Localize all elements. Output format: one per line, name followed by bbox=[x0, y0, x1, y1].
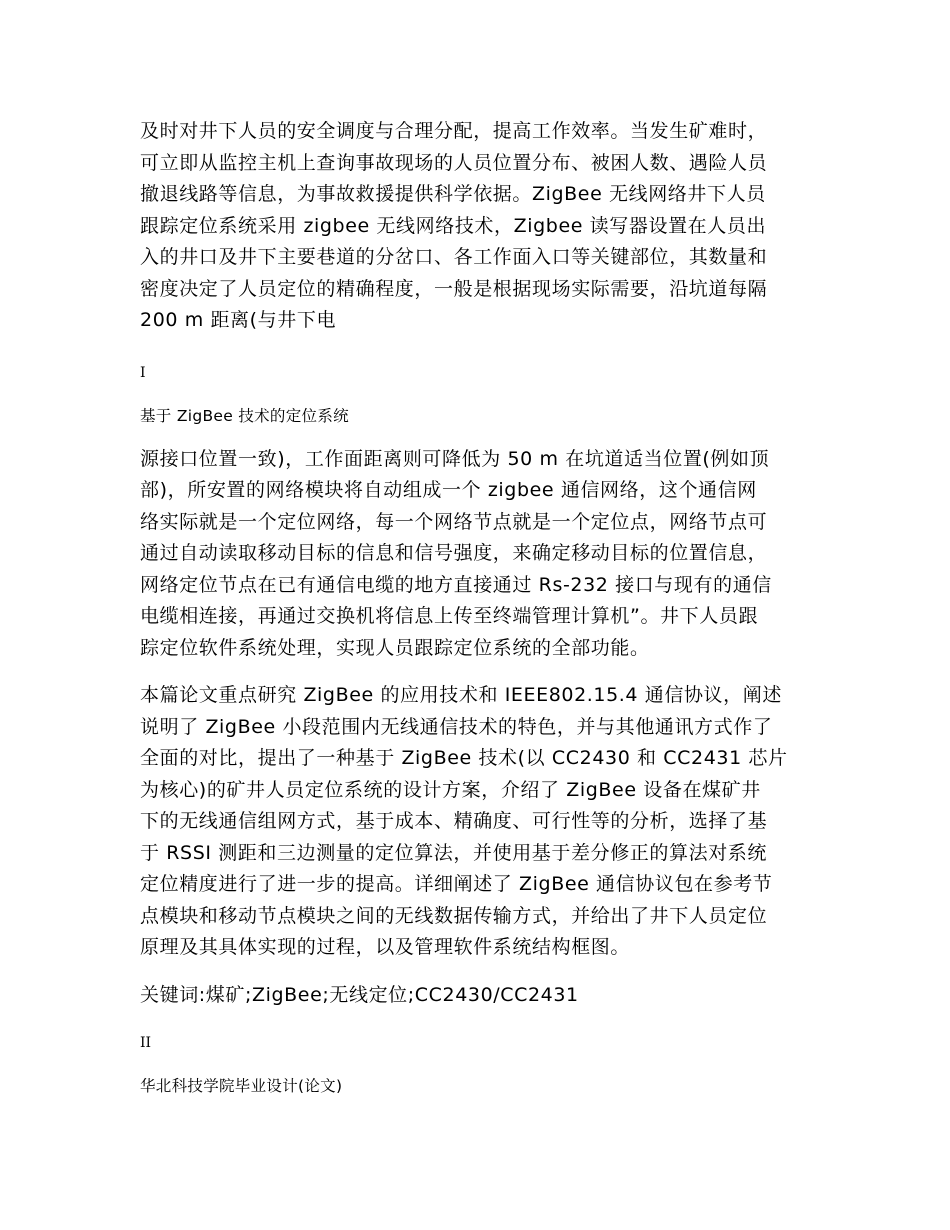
running-title-1: 基于 ZigBee 技术的定位系统 bbox=[140, 406, 349, 425]
page-number-roman-1: I bbox=[140, 364, 146, 381]
running-title-2: 华北科技学院毕业设计(论文) bbox=[140, 1076, 343, 1095]
body-paragraph-3: 本篇论文重点研究 ZigBee 的应用技术和 IEEE802.15.4 通信协议，阐述 说明了 ZigBee 小段范围内无线通信技术的特色，并与其他通讯方式作了 全面的对比，提出了一种基于 ZigBee 技术(以 CC2430 和 CC2431 芯片 为核心)的矿井人员定位系统的设计方案，介绍了 ZigBee 设备在煤矿井 下的无线通信组网方式，基于成本、精确度、可行性等的分析，选择了基 于 RSSI 测距和三边测量的定位算法，并使用基于差分修正的算法对系统 定位精度进行了进一步的提高。详细阐述了 ZigBee 通信协议包在参考节 点模块和移动节点模块之间的无线数据传输方式，并给出了井下人员定位 原理及其具体实现的过程，以及管理软件系统结构框图。 bbox=[140, 684, 788, 958]
page-number-roman-2: II bbox=[140, 1034, 152, 1051]
document-page bbox=[140, 116, 812, 1097]
body-paragraph-1: 及时对井下人员的安全调度与合理分配，提高工作效率。当发生矿难时， 可立即从监控主机上查询事故现场的人员位置分布、被困人数、遇险人员 撤退线路等信息，为事故救援提供科学依据。ZigBee 无线网络井下人员 跟踪定位系统采用 zigbee 无线网络技术，Zigbee 读写器设置在人员出 入的井口及井下主要巷道的分岔口、各工作面入口等关键部位，其数量和 密度决定了人员定位的精确程度，一般是根据现场实际需要，沿坑道每隔 200 m 距离(与井下电 bbox=[140, 120, 768, 331]
keywords-line: 关键词:煤矿;ZigBee;无线定位;CC2430/CC2431 bbox=[140, 983, 579, 1006]
body-paragraph-2: 源接口位置一致)，工作面距离则可降低为 50 m 在坑道适当位置(例如顶 部)，所安置的网络模块将自动组成一个 zigbee 通信网络，这个通信网 络实际就是一个定位网络，每一个网络节点就是一个定位点，网络节点可 通过自动读取移动目标的信息和信号强度，来确定移动目标的位置信息， 网络定位节点在已有通信电缆的地方直接通过 Rs-232 接口与现有的通信 电缆相连接，再通过交换机将信息上传至终端管理计算机”。井下人员跟 踪定位软件系统处理，实现人员跟踪定位系统的全部功能。 bbox=[140, 447, 772, 659]
